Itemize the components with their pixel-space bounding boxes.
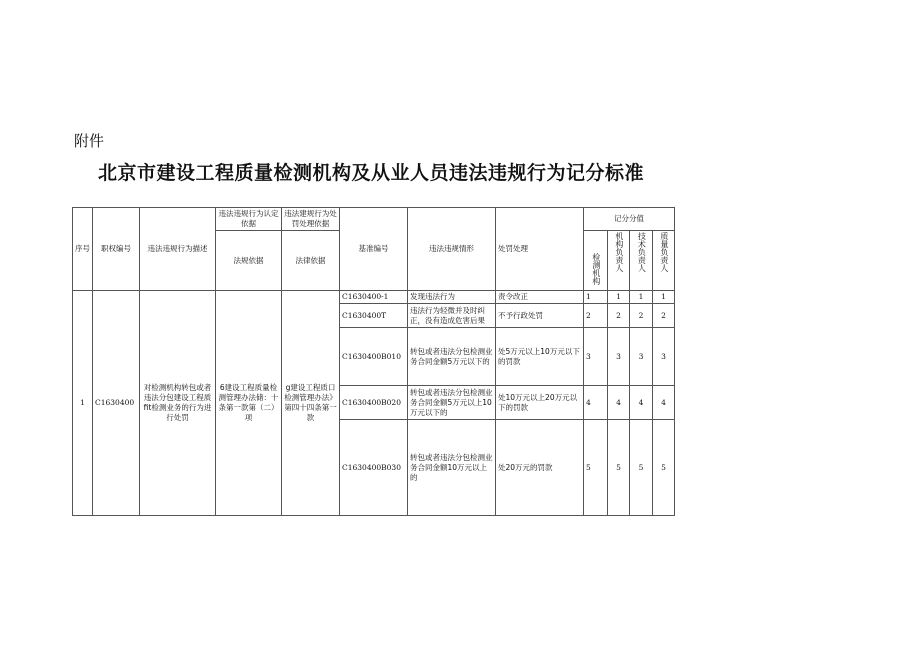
header-reg-basis: 法规依据	[216, 231, 282, 291]
row-score: 2	[584, 304, 608, 328]
header-std-code: 基准编号	[340, 208, 408, 291]
row-score: 2	[653, 304, 675, 328]
header-score-group: 记分分值	[584, 208, 675, 231]
header-basis-group: 违法违规行为认定依据	[216, 208, 282, 231]
row-score: 2	[630, 304, 653, 328]
row-score: 3	[630, 328, 653, 386]
row-score: 3	[584, 328, 608, 386]
row-penalty: 责令改正	[496, 291, 584, 304]
row-code: C1630400B030	[340, 420, 408, 516]
document-title: 北京市建设工程质量检测机构及从业人员违法违规行为记分标准	[98, 162, 645, 184]
row-circumstance: 转包或者违法分包检测业务合同金额5万元以上10万元以下的	[408, 386, 496, 420]
row-circumstance: 转包或者违法分包检测业务合同金额5万元以下的	[408, 328, 496, 386]
row-penalty: 处20万元的罚款	[496, 420, 584, 516]
row-code: C1630400T	[340, 304, 408, 328]
table-row	[73, 291, 675, 304]
header-law-basis: 法律依据	[282, 231, 340, 291]
row-penalty: 不予行政处罚	[496, 304, 584, 328]
row-code: C1630400B020	[340, 386, 408, 420]
annex-label: 附件	[74, 132, 105, 150]
row-circumstance: 违法行为轻微并及时纠正，没有造成危害后果	[408, 304, 496, 328]
row-score: 2	[608, 304, 630, 328]
header-score-institution: 检测机构	[584, 231, 608, 291]
row-score: 4	[608, 386, 630, 420]
record-law-basis: g建设工程质口检测管理办法》第四十四条第一款	[282, 291, 340, 516]
record-seq: 1	[73, 291, 93, 516]
header-description: 违法违规行为描述	[140, 208, 216, 291]
row-circumstance: 发现违法行为	[408, 291, 496, 304]
header-circumstance: 违法违规情形	[408, 208, 496, 291]
row-score: 3	[653, 328, 675, 386]
row-score: 5	[630, 420, 653, 516]
row-score: 4	[653, 386, 675, 420]
scoring-table	[72, 207, 675, 516]
row-score: 5	[653, 420, 675, 516]
header-score-tech-head: 技术负责人	[630, 231, 653, 291]
header-penalty: 处罚处理	[496, 208, 584, 291]
row-circumstance: 转包或者违法分包检测业务合同金额10万元以上的	[408, 420, 496, 516]
row-score: 1	[630, 291, 653, 304]
header-score-quality-head: 质量负责人	[653, 231, 675, 291]
row-score: 5	[608, 420, 630, 516]
row-code: C1630400-1	[340, 291, 408, 304]
record-reg-basis: 6建设工程质量检测管理办法储：十条第一款第（二）项	[216, 291, 282, 516]
row-penalty: 处10万元以上20万元以下的罚款	[496, 386, 584, 420]
row-score: 1	[653, 291, 675, 304]
header-power-code: 职权编号	[93, 208, 140, 291]
header-score-inst-head: 机构负责人	[608, 231, 630, 291]
record-description: 对检测机构转包或者违法分包建设工程质fit检测业务的行为进行处罚	[140, 291, 216, 516]
row-score: 5	[584, 420, 608, 516]
row-score: 4	[584, 386, 608, 420]
row-score: 1	[584, 291, 608, 304]
header-penalty-group: 违法建规行为处罚处理依据	[282, 208, 340, 231]
row-penalty: 处5万元以上10万元以下的罚款	[496, 328, 584, 386]
row-code: C1630400B010	[340, 328, 408, 386]
record-power-code: C1630400	[93, 291, 140, 516]
row-score: 1	[608, 291, 630, 304]
row-score: 3	[608, 328, 630, 386]
row-score: 4	[630, 386, 653, 420]
header-seq: 序号	[73, 208, 93, 291]
